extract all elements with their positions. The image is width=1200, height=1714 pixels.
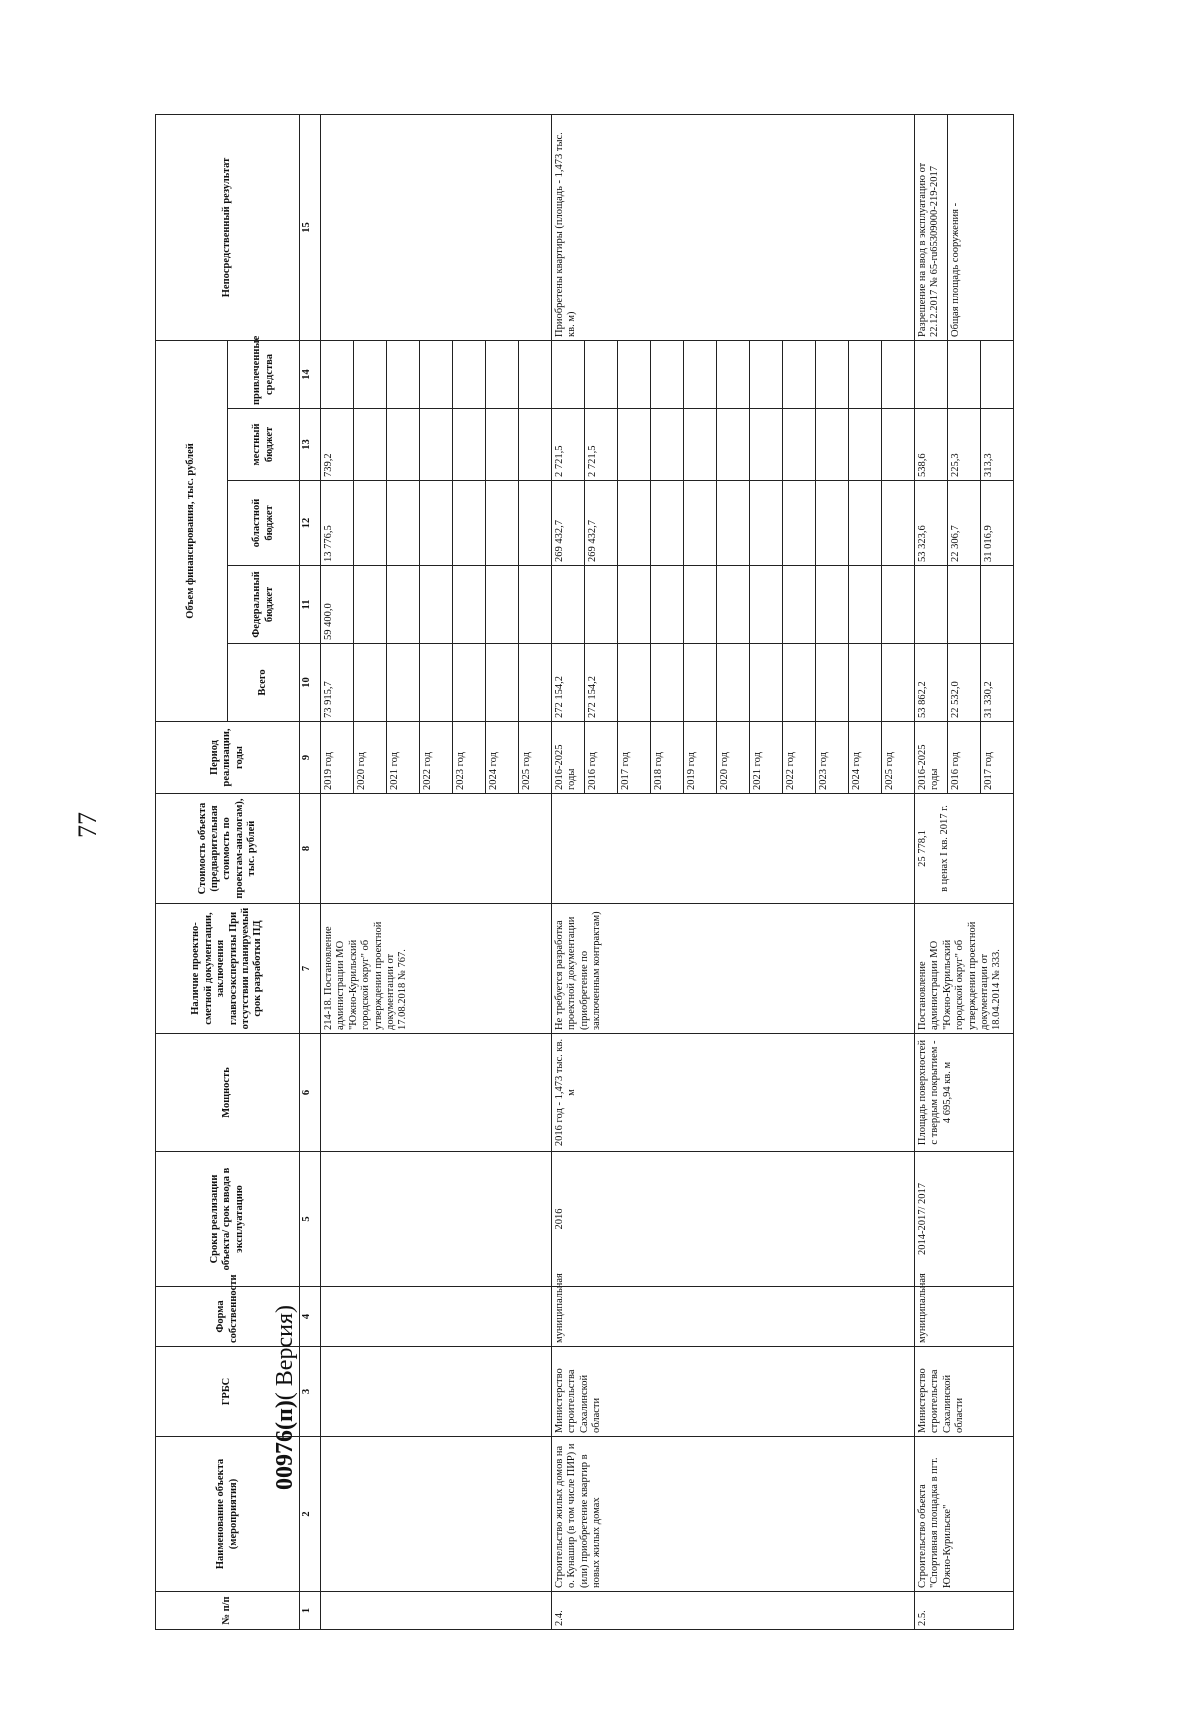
header-terms: Сроки реализации объекта/ срок ввода в эксплуатацию: [156, 1152, 300, 1287]
period-cell: 2025 год: [519, 722, 552, 794]
block1-docs: 214-18. Постановление администрации МО "Южно-Курильский городской округ" об утверждении проектной документации от 17.08.2018 № 767.: [321, 904, 552, 1034]
block3-ownership: муниципальная: [915, 1287, 1014, 1347]
period-cell: 2016 год: [948, 722, 981, 794]
col-num: 7: [300, 904, 321, 1034]
cell: [321, 1347, 552, 1437]
block3-no: 2.5.: [915, 1592, 1014, 1630]
block2-grbs: Министерство строительства Сахалинской области: [552, 1347, 915, 1437]
attracted-cell: [321, 340, 354, 408]
header-no: № п/п: [156, 1592, 300, 1630]
period-cell: 2022 год: [783, 722, 816, 794]
federal-cell: 59 400,0: [321, 566, 354, 644]
header-docs: Наличие проектно-сметной документации, заключения главгосэкспертизы При отсутствии планируемый срок разработки ПД: [156, 904, 300, 1034]
block3-terms: 2014-2017/ 2017: [915, 1152, 1014, 1287]
total-cell: 31 330,2: [981, 644, 1014, 722]
block2-docs: Не требуется разработка проектной документации (приобретение по заключенным контрактам): [552, 904, 915, 1034]
header-capacity: Мощность: [156, 1034, 300, 1152]
period-cell: 2017 год: [618, 722, 651, 794]
cell: [321, 114, 552, 340]
col-num: 9: [300, 722, 321, 794]
header-financing: Объем финансирования, тыс. рублей: [156, 340, 228, 721]
col-num: 11: [300, 566, 321, 644]
block2-result: Приобретены квартиры (площадь - 1,473 тыс. кв. м): [552, 114, 915, 340]
header-regional: областной бюджет: [228, 481, 300, 566]
header-attracted: привлеченные средства: [228, 340, 300, 408]
cell: [321, 794, 552, 904]
regional-cell: 269 432,7: [552, 481, 585, 566]
period-cell: 2021 год: [750, 722, 783, 794]
block2-no: 2.4.: [552, 1592, 915, 1630]
header-total: Всего: [228, 644, 300, 722]
period-cell: 2020 год: [354, 722, 387, 794]
block3-result-b: Общая площадь сооружения -: [948, 114, 1014, 340]
federal-cell: [915, 566, 948, 644]
cell: [321, 1437, 552, 1592]
col-num: 12: [300, 481, 321, 566]
header-cost: Стоимость объекта (предварительная стоимость по проектам-аналогам), тыс. рублей: [156, 794, 300, 904]
period-cell: 2019 год: [321, 722, 354, 794]
col-num: 1: [300, 1592, 321, 1630]
col-num: 14: [300, 340, 321, 408]
col-num: 5: [300, 1152, 321, 1287]
period-cell: 2016-2025 годы: [915, 722, 948, 794]
total-cell: 272 154,2: [552, 644, 585, 722]
attracted-cell: [915, 340, 948, 408]
local-cell: 313,3: [981, 409, 1014, 481]
federal-cell: [552, 566, 585, 644]
regional-cell: 53 323,6: [915, 481, 948, 566]
block3-result-a: Разрешение на ввод в эксплуатацию от 22.12.2017 № 65-ru65309000-219-2017: [915, 114, 948, 340]
header-name: Наименование объекта (мероприятия): [156, 1437, 300, 1592]
footer-version: ( Версия): [272, 1305, 298, 1401]
period-cell: 2024 год: [486, 722, 519, 794]
col-num: 8: [300, 794, 321, 904]
period-cell: 2024 год: [849, 722, 882, 794]
local-cell: 2 721,5: [585, 409, 618, 481]
footer-code: 00976(п): [272, 1400, 298, 1490]
period-cell: 2021 год: [387, 722, 420, 794]
period-cell: 2023 год: [816, 722, 849, 794]
document-footer: [272, 1305, 299, 1490]
col-num: 3: [300, 1347, 321, 1437]
rotated-table-wrapper: [155, 115, 1200, 1630]
total-cell: 272 154,2: [585, 644, 618, 722]
page-number: 77: [73, 812, 102, 838]
table-row: [321, 114, 354, 1629]
total-cell: 53 862,2: [915, 644, 948, 722]
col-num: 13: [300, 409, 321, 481]
regional-cell: 31 016,9: [981, 481, 1014, 566]
col-num: 4: [300, 1287, 321, 1347]
table-row: [915, 114, 948, 1629]
block2-terms: 2016: [552, 1152, 915, 1287]
block2-capacity: 2016 год - 1,473 тыс. кв. м: [552, 1034, 915, 1152]
table-row: [552, 114, 585, 1629]
local-cell: 538,6: [915, 409, 948, 481]
block3-name: Строительство объекта "Спортивная площадка в пгт. Южно-Курильске": [915, 1437, 1014, 1592]
total-cell: 73 915,7: [321, 644, 354, 722]
header-ownership: Форма собственности: [156, 1287, 300, 1347]
block3-cost: [915, 794, 1014, 904]
cell: [552, 794, 915, 904]
attracted-cell: [552, 340, 585, 408]
period-cell: 2019 год: [684, 722, 717, 794]
block3-capacity: Площадь поверхностей с твердым покрытием - 4 695,94 кв. м: [915, 1034, 1014, 1152]
header-result: Непосредственный результат: [156, 114, 300, 340]
period-cell: 2016-2025 годы: [552, 722, 585, 794]
period-cell: 2023 год: [453, 722, 486, 794]
header-grbs: ГРБС: [156, 1347, 300, 1437]
block2-ownership: муниципальная: [552, 1287, 915, 1347]
col-num: 15: [300, 114, 321, 340]
period-cell: 2022 год: [420, 722, 453, 794]
block3-docs: Постановление администрации МО "Южно-Курильский городской округ" об утверждении проектной документации от 18.04.2014 № 333.: [915, 904, 1014, 1034]
column-number-row: [300, 114, 321, 1629]
period-cell: 2017 год: [981, 722, 1014, 794]
period-cell: 2018 год: [651, 722, 684, 794]
local-cell: 225,3: [948, 409, 981, 481]
cell: [321, 1034, 552, 1152]
period-cell: 2016 год: [585, 722, 618, 794]
regional-cell: 22 306,7: [948, 481, 981, 566]
header-federal: Федеральный бюджет: [228, 566, 300, 644]
block3-grbs: Министерство строительства Сахалинской области: [915, 1347, 1014, 1437]
period-cell: 2025 год: [882, 722, 915, 794]
cell: [321, 1152, 552, 1287]
col-num: 10: [300, 644, 321, 722]
period-cell: 2020 год: [717, 722, 750, 794]
col-num: 2: [300, 1437, 321, 1592]
block3-cost-note: в ценах I кв. 2017 г.: [939, 805, 951, 892]
local-cell: 739,2: [321, 409, 354, 481]
regional-cell: 269 432,7: [585, 481, 618, 566]
cell: [321, 1287, 552, 1347]
block3-cost-value: 25 778,1: [917, 830, 928, 867]
total-cell: 22 532,0: [948, 644, 981, 722]
cell: [321, 1592, 552, 1630]
col-num: 6: [300, 1034, 321, 1152]
local-cell: 2 721,5: [552, 409, 585, 481]
block2-name: Строительство жилых домов на о. Кунашир (в том числе ПИР) и (или) приобретение квартир в новых жилых домах: [552, 1437, 915, 1592]
header-local: местный бюджет: [228, 409, 300, 481]
regional-cell: 13 776,5: [321, 481, 354, 566]
header-period: Период реализации, годы: [156, 722, 300, 794]
